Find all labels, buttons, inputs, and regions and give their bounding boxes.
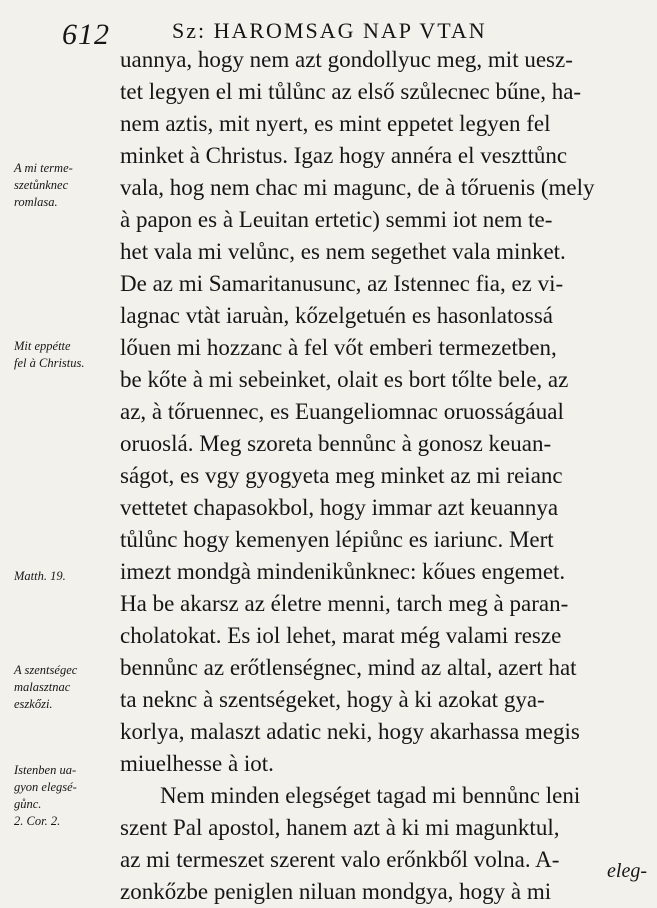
paragraph-first-line: Nem minden elegséget tagad mi bennůnc leni xyxy=(160,783,581,808)
margin-note-christ: Mit eppétte fel à Christus. xyxy=(14,339,85,370)
page-number: 612 xyxy=(62,18,110,51)
text-line: minket à Christus. Igaz hogy annéra el veszttůnc xyxy=(120,143,568,168)
text-line: az, à tőruennec, es Euangeliomnac oruosságáual xyxy=(120,399,564,424)
text-line: nem aztis, mit nyert, es mint eppetet legyen fel xyxy=(120,111,551,136)
margin-note-nature: A mi terme- szetůnknec romlasa. xyxy=(14,161,73,209)
text-line: vala, hog nem chac mi magunc, de à tőruenis (mely xyxy=(120,175,595,200)
text-line: lagnac vtàt iaruàn, kőzelgetuén es hasonlatossá xyxy=(120,303,554,328)
text-line: korlya, malaszt adatic neki, hogy akarhassa megis xyxy=(120,719,580,744)
body-text xyxy=(120,44,648,908)
text-line: lőuen mi hozzanc à fel vőt emberi termezetben, xyxy=(120,335,557,360)
text-line: imezt mondgà mindenikůnknec: kőues engemet. xyxy=(120,559,566,584)
text-line: bennůnc az erőtlenségnec, mind az altal, azert hat xyxy=(120,655,577,680)
text-line: miuelhesse à iot. xyxy=(120,751,274,776)
running-head: Sz: HAROMSAG NAP VTAN xyxy=(172,18,487,43)
text-line: uannya, hogy nem azt gondollyuc meg, mit uesz- xyxy=(120,47,573,72)
text-line: vettetet chapasokbol, hogy immar azt keuannya xyxy=(120,495,559,520)
text-line: De az mi Samaritanusunc, az Istennec fia, ez vi- xyxy=(120,271,564,296)
text-line: het vala mi velůnc, es nem segethet vala minket. xyxy=(120,239,566,264)
catchword: eleg- xyxy=(607,860,647,882)
margin-note-sacraments: A szentségec malasztnac eszkőzi. xyxy=(14,663,78,711)
text-line: ta neknc à szentségeket, hogy à ki azokat gya- xyxy=(120,687,545,712)
text-line: zonkőzbe peniglen niluan mondgya, hogy à mi xyxy=(120,879,552,904)
text-line: oruoslá. Meg szoreta bennůnc à gonosz keuan- xyxy=(120,431,552,456)
text-line: Ha be akarsz az életre menni, tarch meg à paran- xyxy=(120,591,569,616)
margin-note-matthew: Matth. 19. xyxy=(14,569,66,583)
text-line: tůlůnc hogy kemenyen lépiůnc es iariunc. Mert xyxy=(120,527,554,552)
text-line: szent Pal apostol, hanem azt à ki mi magunktul, xyxy=(120,815,560,840)
text-line: az mi termeszet szerent valo erőnkből volna. A- xyxy=(120,847,560,872)
text-line: à papon es à Leuitan ertetic) semmi iot nem te- xyxy=(120,207,553,232)
text-line: ságot, es vgy gyogyeta meg minket az mi reianc xyxy=(120,463,563,488)
margin-note-corinthians: Istenben ua- gyon elegsé- gůnc. 2. Cor. 2. xyxy=(14,763,77,828)
text-line: be kőte à mi sebeinket, olait es bort tőlte bele, az xyxy=(120,367,569,392)
text-line: tet legyen el mi tůlůnc az első szůlecnec bűne, ha- xyxy=(120,79,582,104)
text-line: cholatokat. Es iol lehet, marat még valami resze xyxy=(120,623,562,648)
